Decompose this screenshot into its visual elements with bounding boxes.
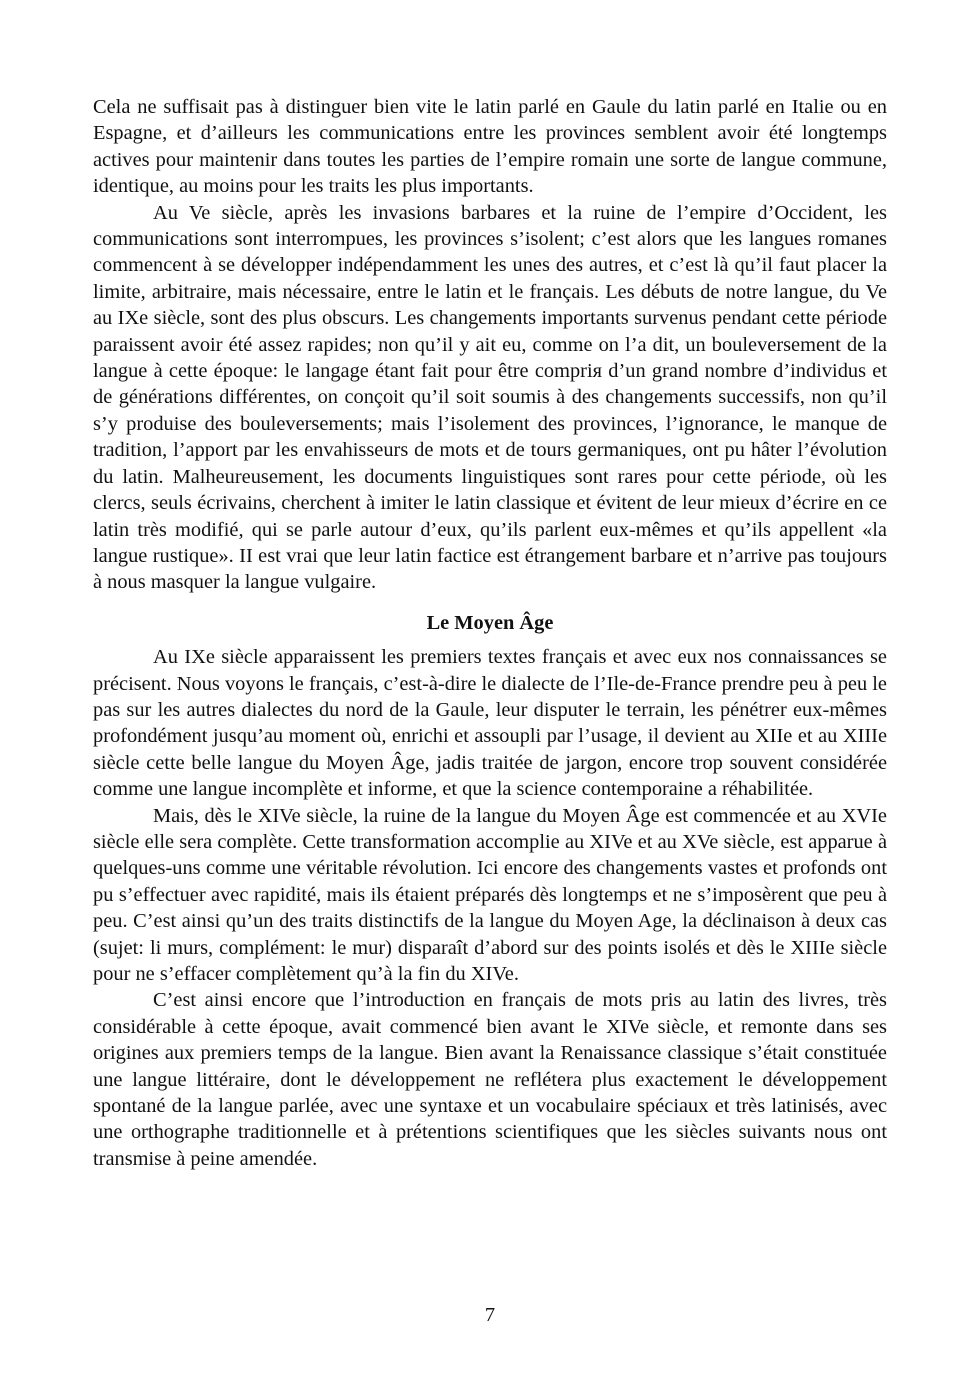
paragraph-intro-2: Au Ve siècle, après les invasions barbares et la ruine de l’empire d’Occident, les communications sont interrompues, les provinces s’isolent; c’est alors que les langues romanes commencent à se développer indépendamment les unes des autres, et c’est là qu’il faut placer la limite, arbitraire, mais nécessaire, entre le latin et le français. Les débuts de notre langue, du Ve au IXe siècle, sont des plus obscurs. Les changements importants survenus pendant cette période paraissent avoir été assez rapides; non qu’il y ait eu, comme on l’a dit, un bouleversement de la langue à cette époque: le langage étant fait pour être compriя d’un grand nombre d’individus et de générations différentes, on conçoit qu’il soit soumis à des changements successifs, non qu’il s’y produise des bouleversements; mais l’isolement des provinces, l’ignorance, le manque de tradition, l’apport par les envahisseurs de mots et de tours germaniques, ont pu hâter l’évolution du latin. Malheureusement, les documents linguistiques sont rares pour cette période, où les clercs, seuls écrivains, cherchent à imiter le latin classique et évitent de leur mieux d’écrire en ce latin très modifié, qui se parle autour d’eux, qu’ils parlent eux-mêmes et qu’ils appellent «la langue rustique». II est vrai que leur latin factice est étrangement barbare et n’arrive pas toujours à nous masquer la langue vulgaire. xyxy=(93,201,887,594)
page-number: 7 xyxy=(484,1304,496,1326)
paragraph-section-2: Mais, dès le XIVe siècle, la ruine de la langue du Moyen Âge est commencée et au XVIe siècle elle sera complète. Cette transformation accomplie au XIVe et au XVe siècle, est apparue à quelques-uns comme une véritable révolution. Ici encore des changements vastes et profonds ont pu s’effectuer avec rapidité, mais ils étaient préparés dès longtemps et ne s’imposèrent que peu à peu. C’est ainsi qu’un des traits distinctifs de la langue du Moyen Age, la déclinaison à deux cas (sujet: li murs, complément: le mur) disparaît d’abord sur des points isolés et dès le XIIIe siècle pour ne s’effacer complètement qu’à la fin du XIVe. xyxy=(93,804,887,985)
paragraph-section-3: C’est ainsi encore que l’introduction en français de mots pris au latin des livres, très considérable à cette époque, avait commencé bien avant le XIVe siècle, et remonte dans ses origines aux premiers temps de la langue. Bien avant la Renaissance classique s’était constituée une langue littéraire, dont le développement ne reflétera plus exactement le développement spontané de la langue parlée, avec une syntaxe et un vocabulaire spéciaux et très latinisés, avec une orthographe traditionnelle et à prétentions scientifiques que les siècles suivants nous ont transmise à peine amendée. xyxy=(93,989,887,1170)
section-heading: Le Moyen Âge xyxy=(426,611,554,634)
paragraph-section-1: Au IXe siècle apparaissent les premiers textes français et avec eux nos connaissances se précisent. Nous voyons le français, c’est-à-dire le dialecte de l’Ile-de-France prendre peu à peu le pas sur les autres dialectes du nord de la Gaule, leur disputer le terrain, les pénétrer eux-mêmes profondément jusqu’au moment où, enrichi et assoupli par l’usage, il devient au XIIe et au XIIIe siècle cette belle langue du Moyen Âge, jadis traitée de jargon, encore trop souvent considérée comme une langue incomplète et informe, et que la science contemporaine a réhabilitée. xyxy=(93,646,887,801)
paragraph-intro-1: Cela ne suffisait pas à distinguer bien vite le latin parlé en Gaule du latin parlé en Italie ou en Espagne, et d’ailleurs les communications entre les provinces semblent avoir été longtemps actives pour maintenir dans toutes les parties de l’empire romain une sorte de langue commune, identique, au moins pour les traits les plus importants. xyxy=(93,96,887,198)
page-content xyxy=(93,94,887,1172)
